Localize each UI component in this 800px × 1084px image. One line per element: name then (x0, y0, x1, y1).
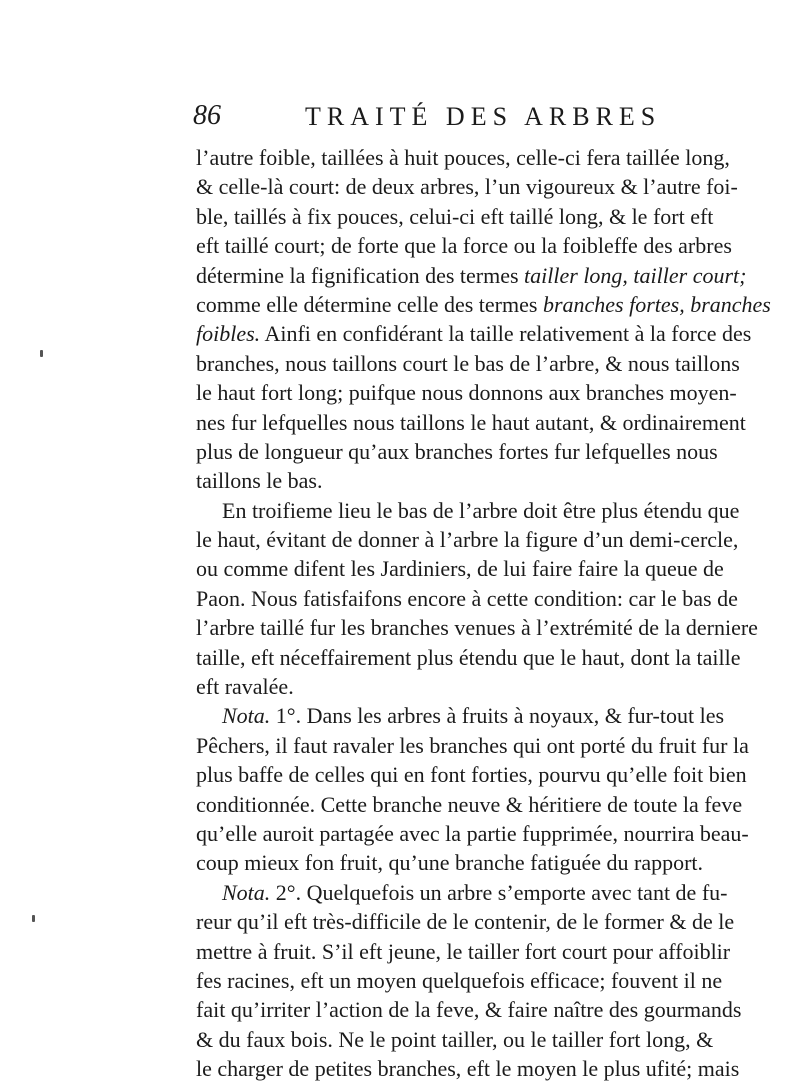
line-text: le charger de petites branches, eft le moyen le plus ufité; mais (196, 1056, 740, 1082)
line-text: eft ravalée. (196, 674, 294, 700)
text-line (196, 1054, 779, 1083)
text-line (196, 408, 779, 437)
italic-text: Nota. (222, 703, 271, 729)
text-line (196, 790, 779, 819)
text-line (196, 466, 779, 495)
line-text: Pêchers, il faut ravaler les branches qui ont porté du fruit fur la (196, 732, 749, 758)
line-text: 1°. Dans les arbres à fruits à noyaux, & fur-tout les (270, 703, 725, 729)
line-text: ou comme difent les Jardiniers, de lui faire faire la queue de (196, 556, 724, 582)
line-text: branches, nous taillons court le bas de l’arbre, & nous taillons (196, 350, 740, 376)
italic-text: tailler long, tailler court; (524, 262, 747, 288)
text-line (196, 231, 779, 260)
page-number: 86 (193, 100, 221, 131)
text-line (196, 143, 779, 172)
margin-speck (32, 915, 35, 922)
line-text: & celle-là court: de deux arbres, l’un vigoureux & l’autre foi- (196, 174, 738, 200)
text-line (196, 290, 779, 319)
italic-text: branches fortes, branches (542, 291, 771, 317)
text-line (196, 878, 779, 907)
italic-text: Nota. (222, 879, 271, 905)
text-line (196, 496, 779, 525)
text-line (196, 613, 779, 642)
running-title: TRAITÉ DES ARBRES (305, 102, 662, 131)
text-line (196, 995, 779, 1024)
text-line (196, 172, 779, 201)
body-text (196, 143, 779, 1084)
line-text: mettre à fruit. S’il eft jeune, le tailler fort court pour affoiblir (196, 938, 731, 964)
line-text: taille, eft néceffairement plus étendu que le haut, dont la taille (196, 644, 741, 670)
line-text: fes racines, eft un moyen quelquefois efficace; fouvent il ne (196, 967, 723, 993)
text-line (196, 966, 779, 995)
line-text: qu’elle auroit partagée avec la partie fupprimée, nourrira beau- (196, 820, 749, 846)
line-text: nes fur lefquelles nous taillons le haut autant, & ordinairement (196, 409, 746, 435)
italic-text: foibles. (196, 321, 261, 347)
text-line (196, 848, 779, 877)
line-text: le haut, évitant de donner à l’arbre la figure d’un demi-cercle, (196, 527, 739, 553)
line-text: détermine la fignification des termes (196, 262, 519, 288)
text-line (196, 701, 779, 730)
text-line (196, 760, 779, 789)
line-text: eft taillé court; de forte que la force ou la foibleffe des arbres (196, 233, 732, 259)
line-text: conditionnée. Cette branche neuve & héritiere de toute la feve (196, 791, 743, 817)
line-text: l’arbre taillé fur les branches venues à l’extrémité de la derniere (196, 615, 758, 641)
text-line (196, 554, 779, 583)
line-text: Ainfi en confidérant la taille relativement à la force des (260, 321, 752, 347)
line-text: 2°. Quelquefois un arbre s’emporte avec tant de fu- (270, 879, 728, 905)
line-text: comme elle détermine celle des termes (196, 291, 538, 317)
text-line (196, 584, 779, 613)
line-text: plus de longueur qu’aux branches fortes fur lefquelles nous (196, 438, 718, 464)
text-line (196, 731, 779, 760)
text-line (196, 525, 779, 554)
line-text: taillons le bas. (196, 468, 323, 494)
text-line (196, 378, 779, 407)
text-line (196, 319, 779, 348)
line-text: l’autre foible, taillées à huit pouces, celle-ci fera taillée long, (196, 145, 730, 170)
line-text: coup mieux fon fruit, qu’une branche fatiguée du rapport. (196, 850, 704, 876)
line-text: le haut fort long; puifque nous donnons aux branches moyen- (196, 380, 737, 406)
text-line (196, 202, 779, 231)
text-line (196, 643, 779, 672)
page-header (193, 100, 773, 140)
text-line (196, 437, 779, 466)
text-line (196, 672, 779, 701)
line-text: Paon. Nous fatisfaifons encore à cette condition: car le bas de (196, 585, 738, 611)
margin-speck (40, 350, 43, 357)
text-line (196, 907, 779, 936)
text-line (196, 819, 779, 848)
text-line (196, 261, 779, 290)
text-line (196, 937, 779, 966)
line-text: & du faux bois. Ne le point tailler, ou le tailler fort long, & (196, 1026, 714, 1052)
line-text: ble, taillés à fix pouces, celui-ci eft taillé long, & le fort eft (196, 203, 714, 229)
line-text: fait qu’irriter l’action de la feve, & faire naître des gourmands (196, 997, 742, 1023)
text-line (196, 349, 779, 378)
line-text: plus baffe de celles qui en font forties, pourvu qu’elle foit bien (196, 762, 747, 788)
line-text: En troifieme lieu le bas de l’arbre doit être plus étendu que (222, 497, 740, 523)
line-text: reur qu’il eft très-difficile de le contenir, de le former & de le (196, 909, 735, 935)
